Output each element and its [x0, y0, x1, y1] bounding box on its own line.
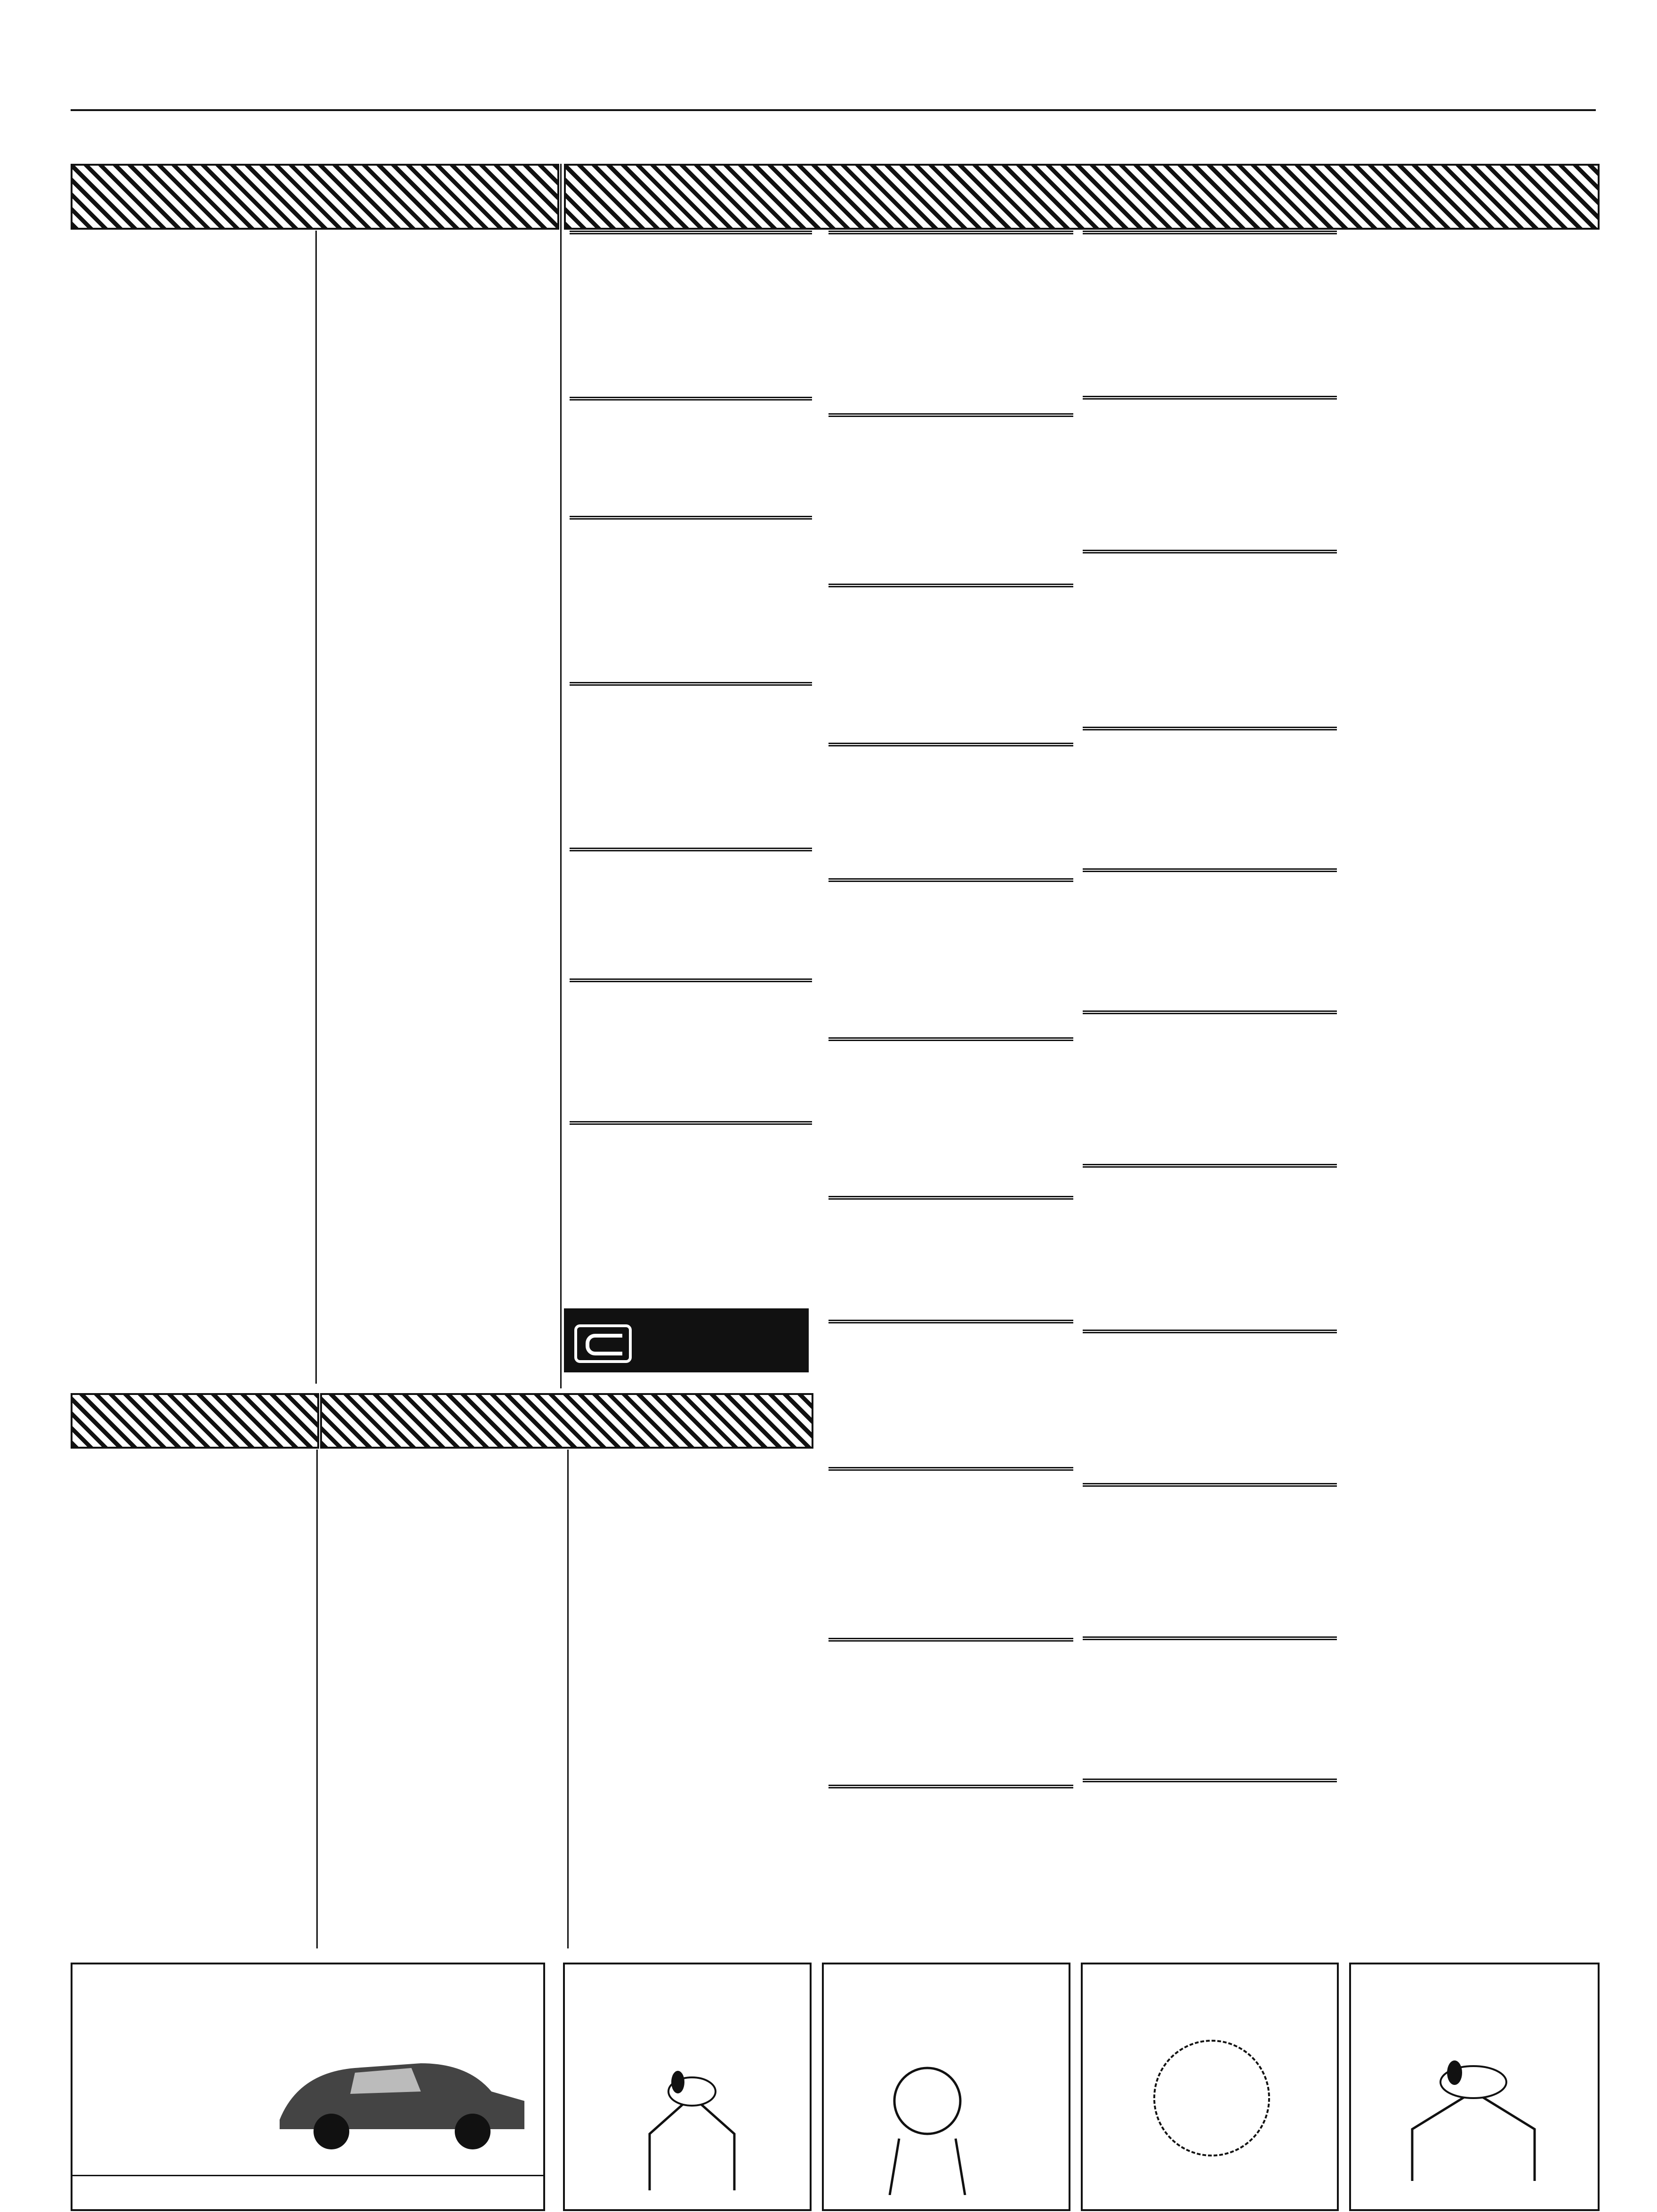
cinema-address — [1083, 1014, 1337, 1018]
other-cinemas-porto-list — [573, 1450, 809, 1948]
charlie-brown-icon — [857, 2059, 998, 2195]
cp-advert — [564, 1308, 809, 1372]
other-cinemas-regions — [325, 1450, 565, 1948]
cinema-address — [570, 234, 812, 238]
cinema-castil — [570, 1121, 812, 1129]
cinema-cine-cam-es — [828, 743, 1073, 750]
comic-copyright — [790, 1983, 804, 2186]
section-rule — [560, 164, 562, 1388]
comic-panel-4 — [1349, 1963, 1600, 2211]
cinema-mundial — [1083, 1010, 1337, 1018]
cinema-est-dio — [828, 1638, 1073, 1645]
cinema-cinebolso — [828, 413, 1073, 421]
cinema-caleidosc-pio — [570, 978, 812, 986]
cinema-nimas — [1083, 1164, 1337, 1171]
cinema-address — [828, 882, 1073, 886]
poupe-combustivel-advert — [71, 1963, 545, 2211]
cinema-address — [828, 1642, 1073, 1645]
cinema-apolo — [570, 516, 812, 523]
cinema-address — [570, 851, 812, 855]
pow-burst-icon — [1153, 2040, 1270, 2156]
cinema-address — [828, 1200, 1073, 1203]
cinema-dois-mil — [828, 1196, 1073, 1203]
cinema-address — [1083, 1640, 1337, 1644]
cinema-address — [828, 746, 1073, 750]
theatres-column — [75, 1450, 311, 1948]
cinema-europa — [1083, 231, 1337, 238]
cinema-address — [570, 982, 812, 986]
cinema-address — [828, 1323, 1073, 1327]
snoopy-doghouse-icon — [635, 2054, 748, 2195]
cinema-address — [570, 1125, 812, 1129]
cinema-eden — [828, 1467, 1073, 1475]
cinema-novocine — [1083, 1330, 1337, 1337]
cinema-address — [1083, 553, 1337, 557]
cinema-city-cine — [828, 878, 1073, 886]
outros-cinemas-banner — [320, 1393, 813, 1449]
cinema-cine-222 — [828, 231, 1073, 238]
cinema-address — [828, 587, 1073, 591]
car-drawing-icon — [270, 2016, 534, 2157]
cinema-address — [570, 686, 812, 689]
cinema-politeama — [1083, 1779, 1337, 1786]
cinema-cine-bloco — [828, 584, 1073, 591]
cinema-imp-rio — [1083, 396, 1337, 403]
comic-panel-1 — [563, 1963, 812, 2211]
theatre-rule — [316, 1450, 318, 1948]
masthead-rule — [71, 109, 1596, 111]
cinema-berna — [570, 848, 812, 855]
cinema-address — [828, 234, 1073, 238]
cinema-alvalade — [570, 397, 812, 404]
cinema-avis — [570, 682, 812, 689]
cinema-d-jo-o-v — [828, 1320, 1073, 1327]
cinema-address — [1083, 1487, 1337, 1491]
cinema-address — [828, 1041, 1073, 1045]
cartaz-banner — [564, 164, 1600, 230]
column-rule — [315, 231, 317, 1384]
pharmacies-col-1 — [75, 231, 311, 1388]
cinema-address — [1083, 1168, 1337, 1171]
cinema-monumental — [1083, 727, 1337, 734]
cinema-abcine — [570, 231, 812, 238]
pharmacies-col-2 — [320, 231, 555, 1388]
comic-panel-3 — [1081, 1963, 1339, 2211]
cinema-address — [1083, 1782, 1337, 1786]
cinema-address — [570, 520, 812, 523]
cinema-address — [1083, 872, 1337, 876]
comic-agency — [1040, 1979, 1054, 2186]
cinema-address — [828, 1788, 1073, 1792]
cinema-address — [1083, 1333, 1337, 1337]
cinema-condes — [828, 1037, 1073, 1045]
cinema-londres — [1083, 550, 1337, 557]
cinema-address — [828, 417, 1073, 421]
other-rule — [567, 1450, 569, 1948]
cinema-address — [828, 1471, 1073, 1475]
cinema-address — [570, 401, 812, 404]
cinema-est-dio-444 — [828, 1785, 1073, 1792]
comic-panel-2 — [822, 1963, 1070, 2211]
cinema-address — [1083, 730, 1337, 734]
cinema-address — [1083, 400, 1337, 403]
snoopy-lying-icon — [1403, 2044, 1544, 2186]
cp-logo-icon — [574, 1324, 632, 1363]
cinema-montecarlo — [1083, 868, 1337, 876]
cinema-path- — [1083, 1636, 1337, 1644]
cinema-address — [1083, 234, 1337, 238]
farmacias-banner — [71, 164, 559, 230]
cinema-odeon — [1083, 1483, 1337, 1491]
teatros-banner — [71, 1393, 319, 1449]
